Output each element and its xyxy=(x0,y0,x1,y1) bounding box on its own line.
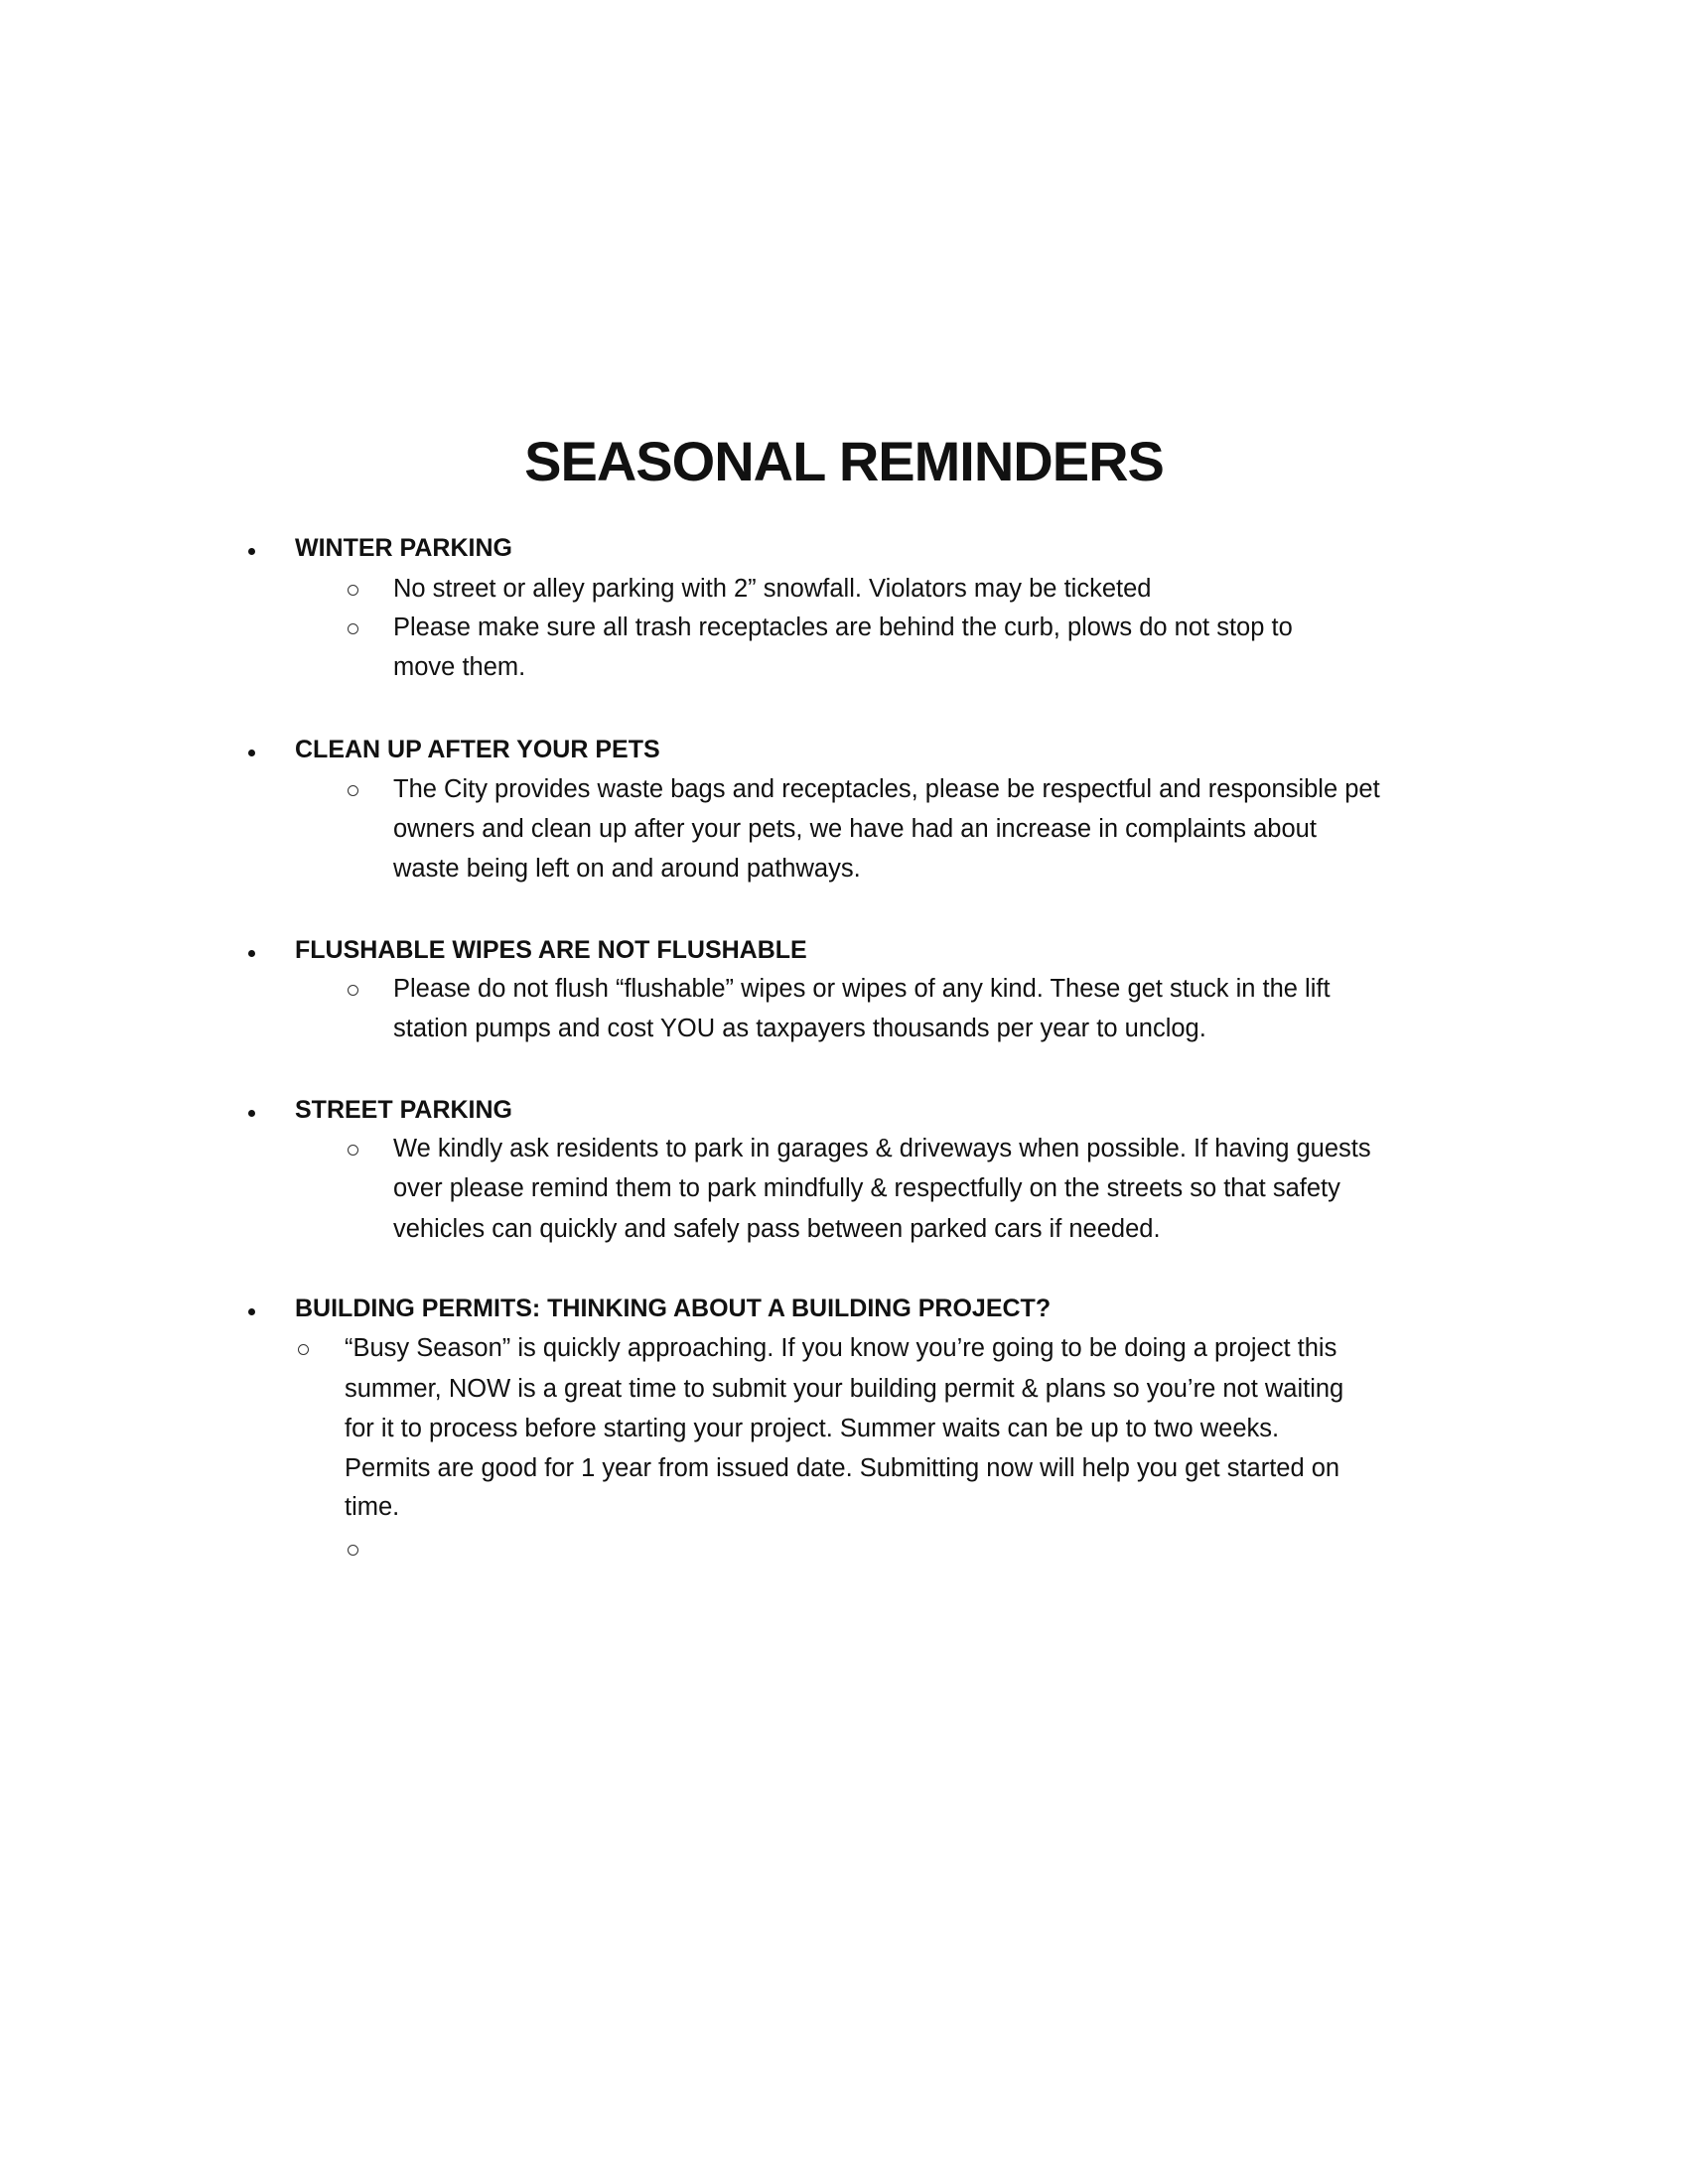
sub-bullet-icon xyxy=(348,985,358,996)
sub-bullet-icon xyxy=(348,585,358,596)
list-item-line: waste being left on and around pathways. xyxy=(393,855,861,883)
list-item-line: for it to process before starting your project. Summer waits can be up to two weeks. xyxy=(345,1415,1280,1442)
list-item-line: We kindly ask residents to park in garages & driveways when possible. If having guests xyxy=(393,1135,1371,1162)
list-item-line: over please remind them to park mindfully & respectfully on the streets so that safety xyxy=(393,1174,1340,1202)
list-item-line: summer, NOW is a great time to submit your building permit & plans so you’re not waiting xyxy=(345,1375,1344,1403)
sub-bullet-icon xyxy=(348,1145,358,1156)
empty-sub-bullet-icon xyxy=(348,1545,358,1556)
section-heading: STREET PARKING xyxy=(295,1096,512,1124)
list-item-line: station pumps and cost YOU as taxpayers thousands per year to unclog. xyxy=(393,1015,1206,1042)
bullet-icon xyxy=(248,750,255,756)
list-item-line: owners and clean up after your pets, we have had an increase in complaints about xyxy=(393,815,1317,843)
list-item-line: move them. xyxy=(393,653,526,681)
list-item-line: The City provides waste bags and receptacles, please be respectful and responsible pet xyxy=(393,775,1380,803)
sub-bullet-icon xyxy=(348,623,358,634)
page-title: SEASONAL REMINDERS xyxy=(524,430,1164,492)
section-heading: FLUSHABLE WIPES ARE NOT FLUSHABLE xyxy=(295,936,807,964)
list-item-line: Please make sure all trash receptacles are behind the curb, plows do not stop to xyxy=(393,614,1293,641)
sub-bullet-icon xyxy=(348,785,358,796)
list-item-line: vehicles can quickly and safely pass between parked cars if needed. xyxy=(393,1215,1161,1243)
bullet-icon xyxy=(248,950,255,957)
section-heading: CLEAN UP AFTER YOUR PETS xyxy=(295,736,660,763)
bullet-icon xyxy=(248,1110,255,1117)
section-heading: WINTER PARKING xyxy=(295,534,512,562)
bullet-icon xyxy=(248,1308,255,1315)
list-item-line: No street or alley parking with 2” snowfall. Violators may be ticketed xyxy=(393,575,1152,603)
list-item-line: time. xyxy=(345,1493,400,1521)
list-item-line: Permits are good for 1 year from issued date. Submitting now will help you get started on xyxy=(345,1454,1340,1482)
section-heading: BUILDING PERMITS: THINKING ABOUT A BUILDING PROJECT? xyxy=(295,1295,1052,1322)
list-item-line: Please do not flush “flushable” wipes or wipes of any kind. These get stuck in the lift xyxy=(393,975,1331,1003)
sub-bullet-icon xyxy=(298,1344,309,1355)
list-item-line: “Busy Season” is quickly approaching. If you know you’re going to be doing a project this xyxy=(345,1334,1337,1362)
bullet-icon xyxy=(248,548,255,555)
